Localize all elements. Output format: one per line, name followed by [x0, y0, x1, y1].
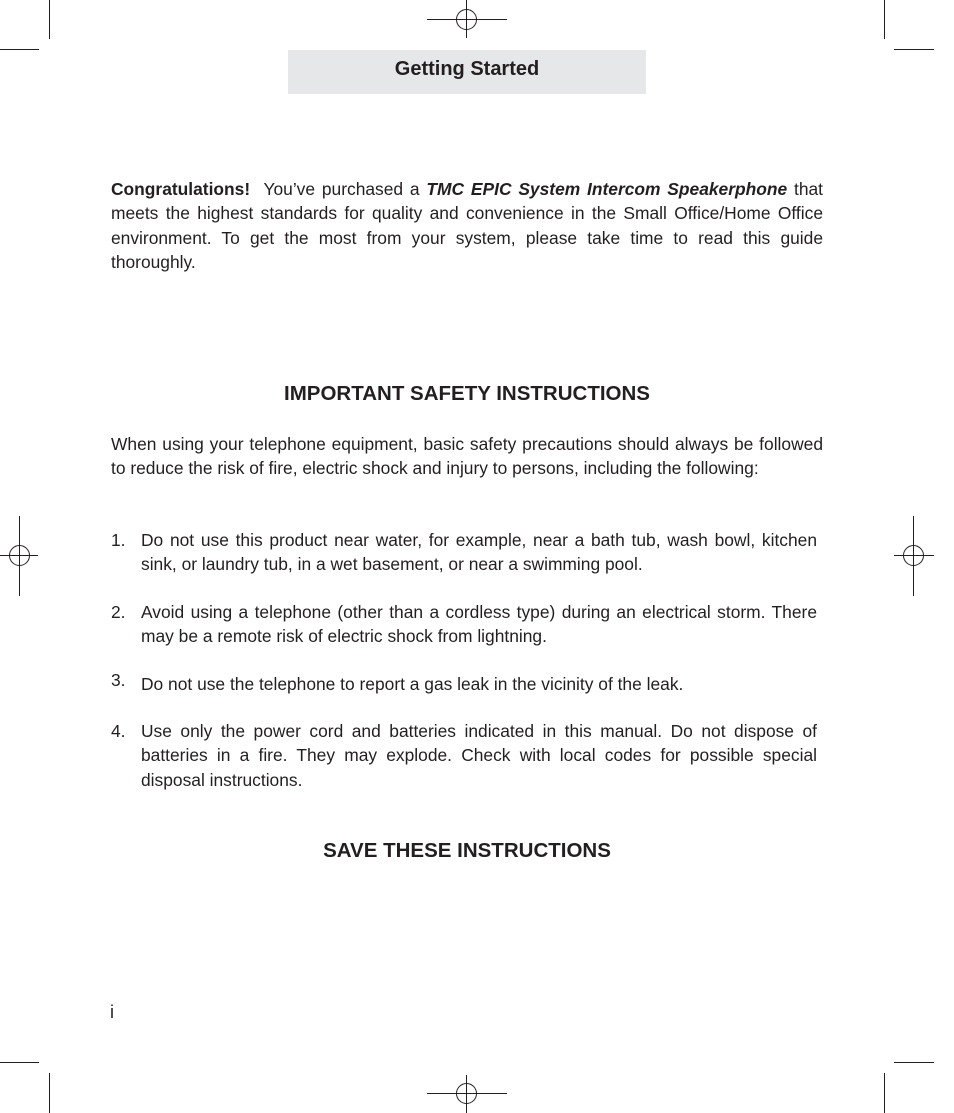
intro-text-1: You’ve purchased a [250, 179, 427, 199]
list-item-text: Do not use the telephone to report a gas leak in the vicinity of the leak. [141, 674, 684, 694]
product-name: TMC EPIC System Intercom Speakerphone [426, 179, 788, 199]
list-item [111, 600, 817, 649]
page-number: i [110, 1002, 114, 1022]
safety-intro-paragraph: When using your telephone equipment, basic safety precautions should always be followed to reduce the risk of fire, electric shock and injury to persons, including the following: [111, 434, 823, 479]
intro-text-2: that meets the highest standards for quality and convenience in the Small Office/Home Office environment. To get the most from your system, please take time to read this guide thoroughly. [111, 179, 823, 272]
list-item-text: Use only the power cord and batteries indicated in this manual. Do not dispose of batteries in a fire. They may explode. Check with local codes for possible special disposal instructions. [141, 721, 817, 790]
list-item [111, 672, 817, 696]
list-item [111, 528, 817, 577]
list-item-number: 3. [111, 670, 126, 690]
list-item-number: 1. [111, 530, 126, 550]
list-item-text: Do not use this product near water, for example, near a bath tub, wash bowl, kitchen sink, or laundry tub, in a wet basement, or near a swimming pool. [141, 530, 817, 575]
intro-lead: Congratulations! [111, 179, 251, 199]
list-item-number: 2. [111, 602, 126, 622]
safety-heading: IMPORTANT SAFETY INSTRUCTIONS [284, 382, 650, 405]
list-item [111, 719, 817, 792]
save-instructions-heading: SAVE THESE INSTRUCTIONS [323, 839, 611, 862]
intro-paragraph [111, 177, 823, 274]
list-item-number: 4. [111, 721, 126, 741]
page-title: Getting Started [394, 58, 540, 80]
list-item-text: Avoid using a telephone (other than a cordless type) during an electrical storm. There may be a remote risk of electric shock from lightning. [141, 602, 817, 647]
